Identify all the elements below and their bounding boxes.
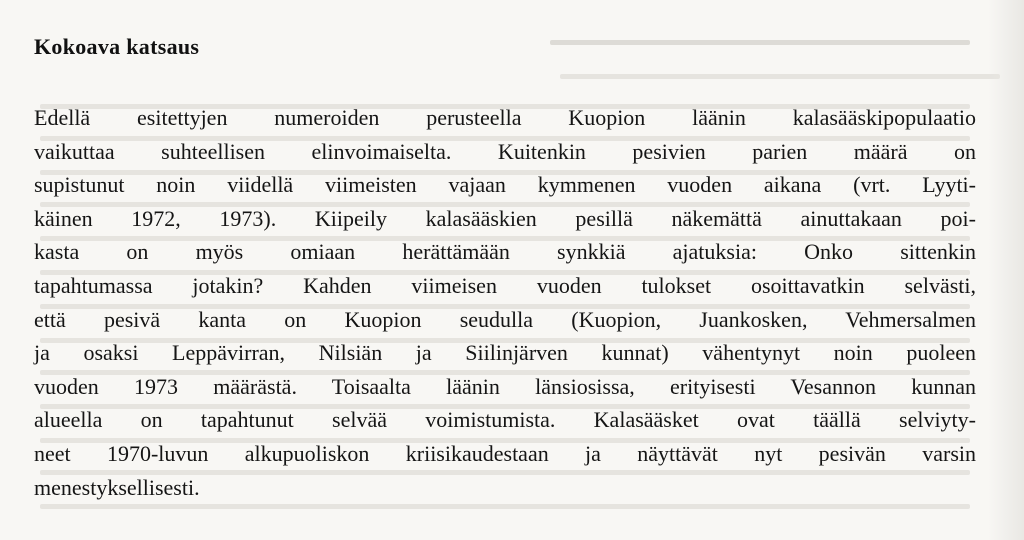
paragraph-line: Edellä esitettyjen numeroiden perusteella Kuopion läänin kalasääskipopulaatio bbox=[34, 105, 976, 130]
paragraph-line: tapahtumassa jotakin? Kahden viimeisen vuoden tulokset osoittavatkin selvästi, bbox=[34, 272, 976, 298]
paragraph-line: ja osaksi Leppävirran, Nilsiän ja Siilinjärven kunnat) vähentynyt noin puoleen bbox=[34, 340, 976, 366]
paragraph-line: alueella on tapahtunut selvää voimistumista. Kalasääsket ovat täällä selviyty- bbox=[34, 407, 976, 433]
paragraph-line: supistunut noin viidellä viimeisten vajaan kymmenen vuoden aikana (vrt. Lyyti- bbox=[34, 172, 976, 198]
section-heading: Kokoava katsaus bbox=[34, 34, 200, 59]
paragraph-line: että pesivä kanta on Kuopion seudulla (Kuopion, Juankosken, Vehmersalmen bbox=[34, 306, 976, 332]
paragraph-line: käinen 1972, 1973). Kiipeily kalasääskien pesillä näkemättä ainuttakaan poi- bbox=[34, 205, 976, 231]
paragraph-line: menestyksellisesti. bbox=[34, 474, 200, 500]
page-edge-shadow bbox=[988, 0, 1024, 540]
paragraph-line: vuoden 1973 määrästä. Toisaalta läänin länsiosissa, erityisesti Vesannon kunnan bbox=[34, 373, 976, 399]
paragraph-line: neet 1970-luvun alkupuoliskon kriisikaudestaan ja näyttävät nyt pesivän varsin bbox=[34, 440, 976, 466]
body-paragraph bbox=[34, 101, 976, 504]
paragraph-line: kasta on myös omiaan herättämään synkkiä ajatuksia: Onko sittenkin bbox=[34, 239, 976, 265]
paragraph-line: vaikuttaa suhteellisen elinvoimaiselta. Kuitenkin pesivien parien määrä on bbox=[34, 138, 976, 164]
